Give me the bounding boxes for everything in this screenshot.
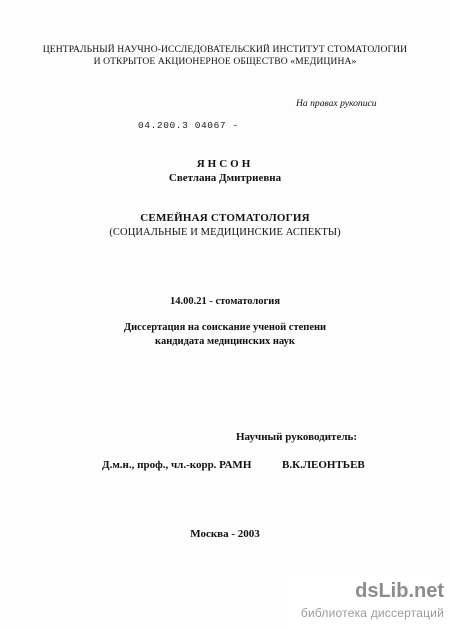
supervisor-label: Научный руководитель: — [236, 431, 357, 443]
author-name: Светлана Дмитриевна — [168, 172, 282, 184]
catalog-number-stamp: 04.200.3 04067 - — [138, 120, 239, 131]
supervisor-name: В.К.ЛЕОНТЬЕВ — [282, 459, 365, 471]
manuscript-rights-note: На правах рукописи — [296, 98, 377, 109]
supervisor-credentials: Д.м.н., проф., чл.-корр. РАМН — [102, 459, 252, 471]
institution-line-1: ЦЕНТРАЛЬНЫЙ НАУЧНО-ИССЛЕДОВАТЕЛЬСКИЙ ИНСТИТУТ СТОМАТОЛОГИИ — [42, 44, 408, 55]
degree-line-1: Диссертация на соискание ученой степени — [123, 322, 327, 333]
dissertation-title: СЕМЕЙНАЯ СТОМАТОЛОГИЯ — [140, 212, 310, 224]
specialty-code: 14.00.21 - стоматология — [169, 296, 281, 307]
city-year: Москва - 2003 — [190, 528, 260, 540]
author-surname: ЯНСОН — [196, 158, 254, 170]
watermark-logo: dsLib.net — [355, 580, 444, 602]
dissertation-subtitle: (СОЦИАЛЬНЫЕ И МЕДИЦИНСКИЕ АСПЕКТЫ) — [109, 227, 341, 238]
degree-line-2: кандидата медицинских наук — [155, 336, 295, 347]
institution-line-2: И ОТКРЫТОЕ АКЦИОНЕРНОЕ ОБЩЕСТВО «МЕДИЦИНА» — [93, 56, 357, 67]
watermark-caption: библиотека диссертаций — [300, 606, 444, 620]
watermark — [245, 577, 450, 629]
